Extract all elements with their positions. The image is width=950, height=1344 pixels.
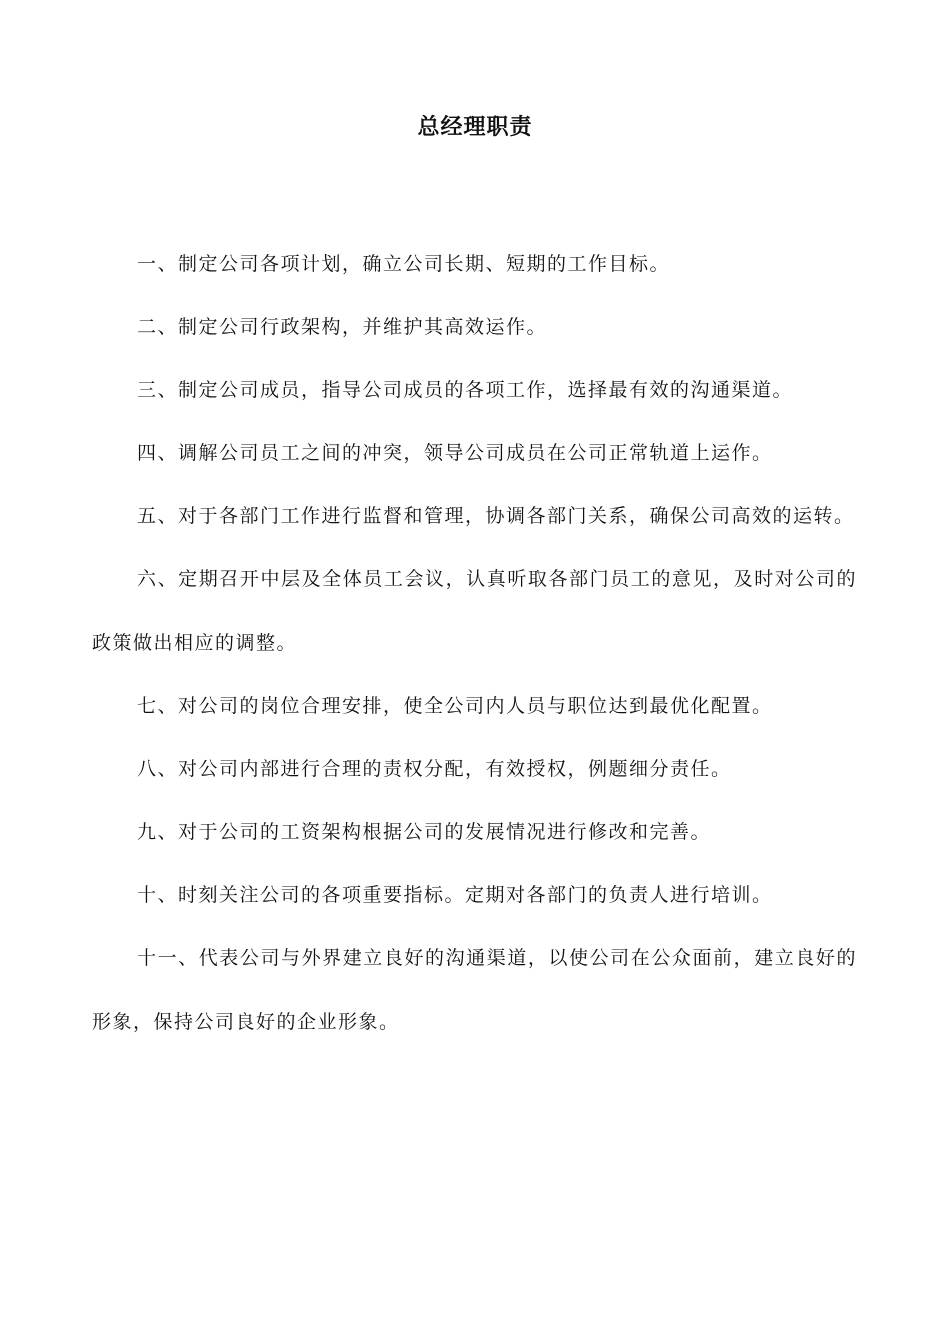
paragraph-10: 十、时刻关注公司的各项重要指标。定期对各部门的负责人进行培训。 xyxy=(137,884,773,906)
document-body xyxy=(92,248,857,1069)
page-title: 总经理职责 xyxy=(417,114,533,140)
paragraph-2: 二、制定公司行政架构，并维护其高效运作。 xyxy=(137,316,548,338)
paragraph-9: 九、对于公司的工资架构根据公司的发展情况进行修改和完善。 xyxy=(137,821,712,843)
paragraph-1: 一、制定公司各项计划，确立公司长期、短期的工作目标。 xyxy=(137,253,671,275)
paragraph-8: 八、对公司内部进行合理的责权分配，有效授权，例题细分责任。 xyxy=(137,758,732,780)
paragraph-7: 七、对公司的岗位合理安排，使全公司内人员与职位达到最优化配置。 xyxy=(137,695,773,717)
paragraph-5: 五、对于各部门工作进行监督和管理，协调各部门关系，确保公司高效的运转。 xyxy=(137,505,855,527)
paragraph-11: 十一、代表公司与外界建立良好的沟通渠道，以使公司在公众面前，建立良好的形象，保持公司良好的企业形象。 xyxy=(92,947,857,1033)
paragraph-3: 三、制定公司成员，指导公司成员的各项工作，选择最有效的沟通渠道。 xyxy=(137,379,794,401)
paragraph-6: 六、定期召开中层及全体员工会议，认真听取各部门员工的意见，及时对公司的政策做出相应的调整。 xyxy=(92,568,857,654)
paragraph-4: 四、调解公司员工之间的冲突，领导公司成员在公司正常轨道上运作。 xyxy=(137,442,773,464)
